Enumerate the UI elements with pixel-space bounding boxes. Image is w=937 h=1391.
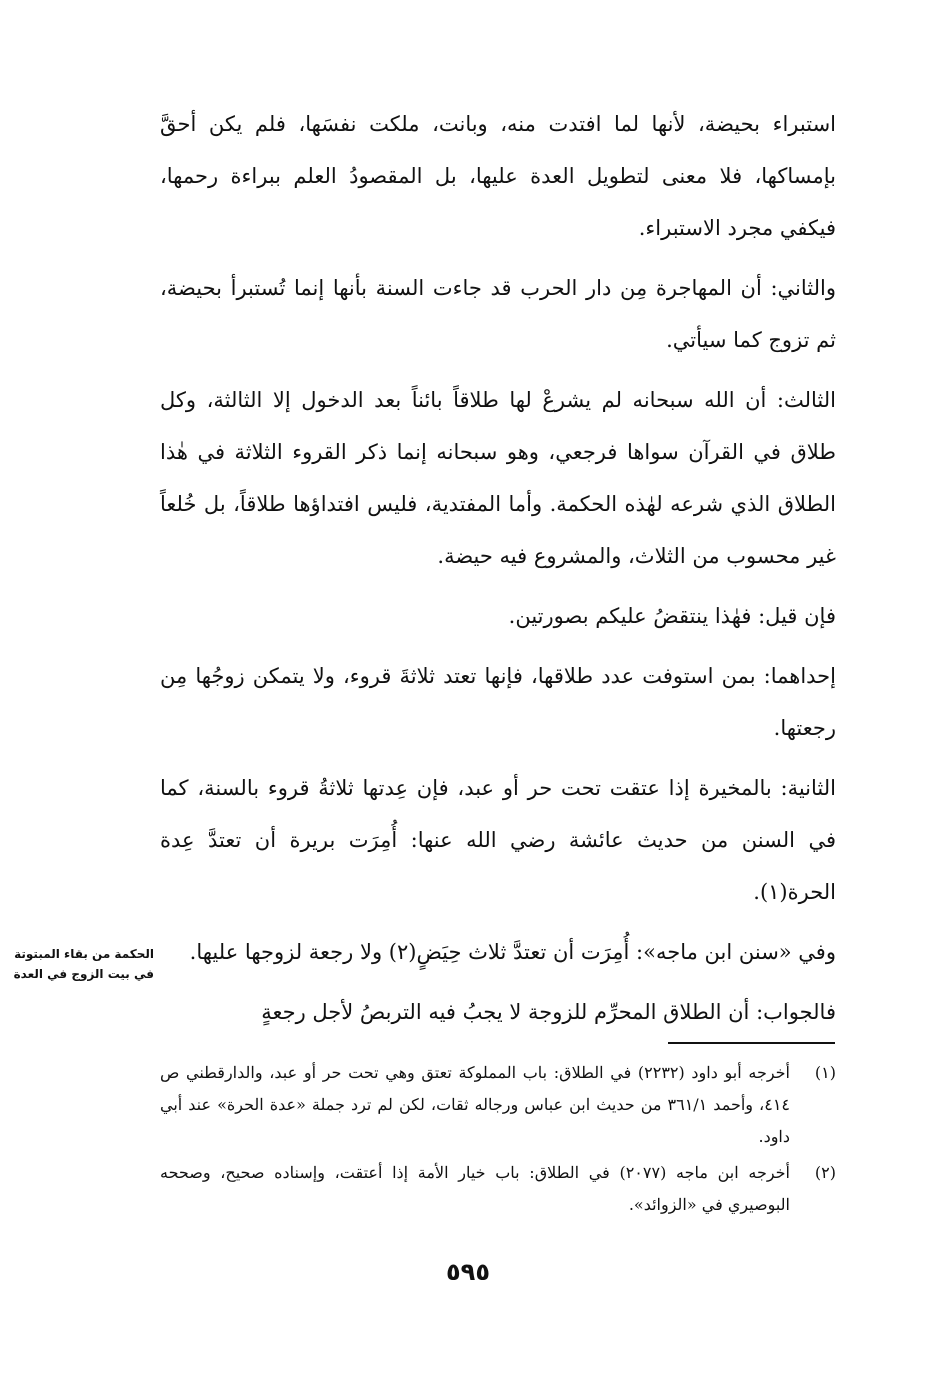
margin-heading-line-2: في بيت الزوج في العدة <box>13 967 154 981</box>
paragraph-8: فالجواب: أن الطلاق المحرِّم للزوجة لا يجبُ فيه التربصُ لأجل رجعةٍ <box>261 1000 836 1024</box>
main-text <box>160 98 836 1046</box>
footnote-number: (٢) <box>814 1163 836 1182</box>
footnote-text: أخرجه أبو داود (٢٢٣٢) في الطلاق: باب المملوكة تعتق وهي تحت حر أو عبد، والدارقطني ص ٤١٤، وأحمد ٣٦١/١ من حديث ابن عباس ورجاله ثقات، لكن لم ترد جملة «عدة الحرة» عند أبي داود. <box>160 1063 790 1146</box>
footnote-1 <box>160 1057 836 1153</box>
paragraph-6: الثانية: بالمخيرة إذا عتقت تحت حر أو عبد، فإن عِدتها ثلاثةُ قروء بالسنة، كما في السنن من حديث عائشة رضي الله عنها: أُمِرَت بريرة أن تعتدَّ عِدة الحرة(١). <box>160 776 836 904</box>
paragraph-1: استبراء بحيضة، لأنها لما افتدت منه، وبانت، ملكت نفسَها، فلم يكن أحقَّ بإمساكها، فلا معنى لتطويل العدة عليها، بل المقصودُ العلم ببراءة رحمها، فيكفي مجرد الاستبراء. <box>160 112 836 240</box>
paragraph-7: وفي «سنن ابن ماجه»: أُمِرَت أن تعتدَّ ثلاث حِيَضٍ(٢) ولا رجعة لزوجها عليها. <box>189 940 836 964</box>
footnotes <box>160 1057 836 1225</box>
margin-heading <box>4 944 154 984</box>
page-number: ٥٩٥ <box>446 1258 490 1286</box>
paragraph-5: إحداهما: بمن استوفت عدد طلاقها، فإنها تعتد ثلاثةَ قروء، ولا يتمكن زوجُها مِن رجعتها. <box>160 664 836 740</box>
footnote-separator <box>668 1042 835 1044</box>
footnote-number: (١) <box>814 1063 836 1082</box>
footnote-2 <box>160 1157 836 1221</box>
paragraph-3: الثالث: أن الله سبحانه لم يشرعْ لها طلاقاً بائناً بعد الدخول إلا الثالثة، وكل طلاق في القرآن سواها فرجعي، وهو سبحانه إنما ذكر القروء الثلاثة في هٰذا الطلاق الذي شرعه لهٰذه الحكمة. وأما المفتدية، فليس افتداؤها طلاقاً، بل خُلعاً غير محسوب من الثلاث، والمشروع فيه حيضة. <box>160 388 836 568</box>
margin-heading-line-1: الحكمة من بقاء المبتوتة <box>14 947 154 961</box>
footnote-text: أخرجه ابن ماجه (٢٠٧٧) في الطلاق: باب خيار الأمة إذا أعتقت، وإسناده صحيح، وصححه البوصيري في «الزوائد». <box>160 1163 791 1214</box>
paragraph-4: فإن قيل: فهٰذا ينتقضُ عليكم بصورتين. <box>508 604 836 628</box>
paragraph-2: والثاني: أن المهاجرة مِن دار الحرب قد جاءت السنة بأنها إنما تُستبرأ بحيضة، ثم تزوج كما سيأتي. <box>160 276 836 352</box>
